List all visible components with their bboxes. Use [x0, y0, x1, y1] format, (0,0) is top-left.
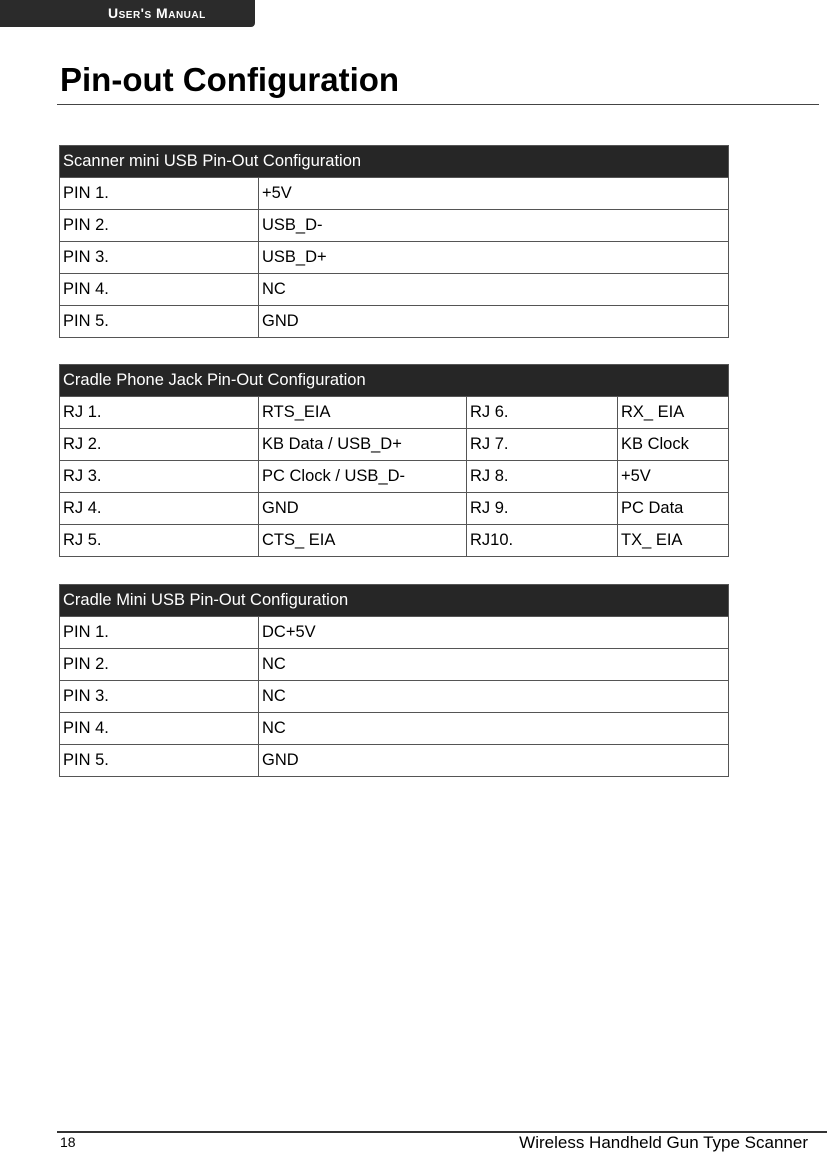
pin-label: PIN 2.	[60, 649, 259, 681]
pin-signal: +5V	[618, 461, 729, 493]
pin-label: PIN 4.	[60, 274, 259, 306]
table-row	[60, 617, 729, 649]
pin-signal: +5V	[259, 178, 729, 210]
table-row	[60, 713, 729, 745]
pin-signal: NC	[259, 274, 729, 306]
pin-label: PIN 1.	[60, 178, 259, 210]
table-row	[60, 306, 729, 338]
pin-label: RJ 1.	[60, 397, 259, 429]
pin-label: RJ 2.	[60, 429, 259, 461]
scanner-usb-table	[59, 145, 729, 338]
pin-signal: PC Clock / USB_D-	[259, 461, 467, 493]
scanner-usb-table-title: Scanner mini USB Pin-Out Configuration	[60, 146, 729, 178]
pin-label: RJ 4.	[60, 493, 259, 525]
pin-signal: USB_D+	[259, 242, 729, 274]
cradle-jack-table	[59, 364, 729, 557]
pin-label: PIN 4.	[60, 713, 259, 745]
pin-signal: PC Data	[618, 493, 729, 525]
pin-label: RJ10.	[467, 525, 618, 557]
title-divider	[57, 104, 819, 105]
pin-signal: GND	[259, 745, 729, 777]
table-row	[60, 649, 729, 681]
table-row	[60, 461, 729, 493]
pin-label: RJ 9.	[467, 493, 618, 525]
page-title: Pin-out Configuration	[60, 61, 400, 98]
page-number: 18	[60, 1134, 76, 1150]
pin-label: RJ 3.	[60, 461, 259, 493]
pin-signal: DC+5V	[259, 617, 729, 649]
table-row	[60, 525, 729, 557]
pin-signal: KB Data / USB_D+	[259, 429, 467, 461]
table-row	[60, 274, 729, 306]
pin-label: PIN 1.	[60, 617, 259, 649]
cradle-jack-table-title: Cradle Phone Jack Pin-Out Configuration	[60, 365, 729, 397]
pin-label: RJ 5.	[60, 525, 259, 557]
pin-label: PIN 2.	[60, 210, 259, 242]
cradle-usb-table-title: Cradle Mini USB Pin-Out Configuration	[60, 585, 729, 617]
pin-signal: GND	[259, 493, 467, 525]
manual-header-tab: User's Manual	[0, 0, 255, 27]
pin-label: RJ 8.	[467, 461, 618, 493]
table-row	[60, 429, 729, 461]
pin-label: RJ 6.	[467, 397, 618, 429]
pin-signal: NC	[259, 681, 729, 713]
table-row	[60, 210, 729, 242]
pin-signal: TX_ EIA	[618, 525, 729, 557]
pin-signal: NC	[259, 713, 729, 745]
pin-label: RJ 7.	[467, 429, 618, 461]
pin-label: PIN 3.	[60, 681, 259, 713]
pin-signal: CTS_ EIA	[259, 525, 467, 557]
table-row	[60, 681, 729, 713]
table-row	[60, 397, 729, 429]
pin-signal: KB Clock	[618, 429, 729, 461]
pin-signal: RX_ EIA	[618, 397, 729, 429]
pin-signal: RTS_EIA	[259, 397, 467, 429]
cradle-usb-table	[59, 584, 729, 777]
pin-signal: USB_D-	[259, 210, 729, 242]
table-row	[60, 178, 729, 210]
footer-document-title: Wireless Handheld Gun Type Scanner	[519, 1133, 808, 1152]
table-row	[60, 242, 729, 274]
pin-signal: NC	[259, 649, 729, 681]
table-row	[60, 493, 729, 525]
pin-label: PIN 5.	[60, 745, 259, 777]
pin-signal: GND	[259, 306, 729, 338]
table-row	[60, 745, 729, 777]
pin-label: PIN 3.	[60, 242, 259, 274]
pin-label: PIN 5.	[60, 306, 259, 338]
